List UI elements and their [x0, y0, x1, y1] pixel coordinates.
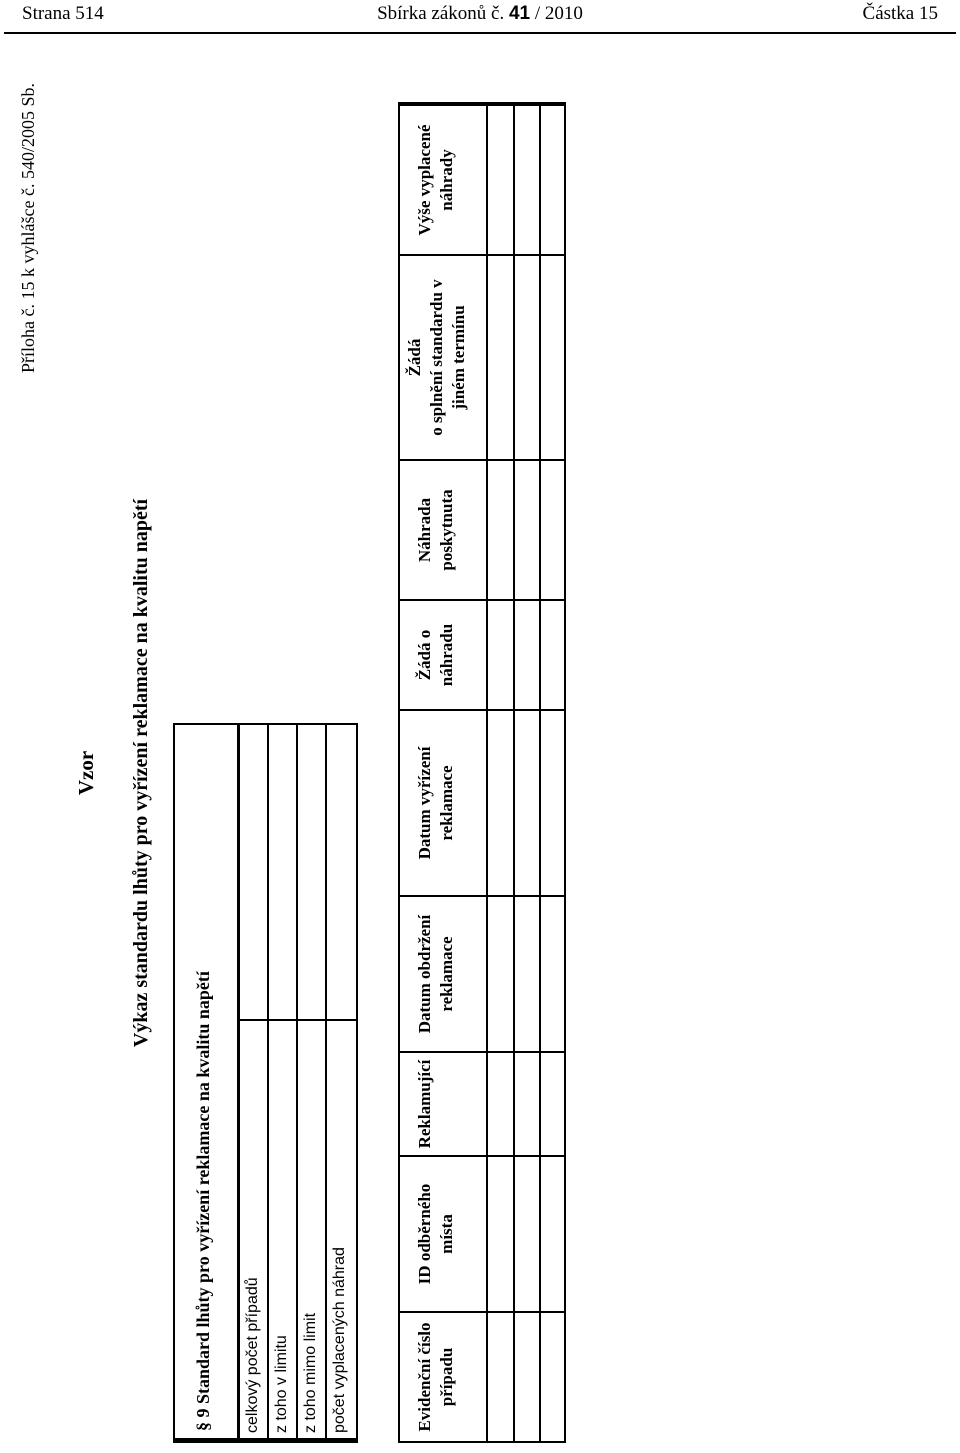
summary-row	[269, 725, 298, 1441]
summary-grid	[237, 725, 356, 1441]
journal-year: / 2010	[534, 3, 583, 24]
report-title: Výkaz standardu lhůty pro vyřízení reklamace na kvalitu napětí	[130, 498, 152, 1048]
column-header: Datum obdržení reklamace	[415, 914, 456, 1034]
issue-part: Částka 15	[862, 3, 938, 24]
rotated-page-content	[0, 83, 560, 1453]
summary-table	[173, 723, 358, 1443]
data-row-divider	[513, 104, 515, 1441]
column-header: Evidenční číslo případu	[415, 1322, 456, 1432]
summary-row-label: z toho v limitu	[273, 1335, 290, 1433]
column-header: ID odběrného místa	[415, 1183, 456, 1285]
summary-row	[298, 725, 327, 1441]
form-type-heading: Vzor	[74, 750, 98, 796]
column-header: Žádá o náhradu	[415, 623, 456, 687]
page-number: Strana 514	[22, 3, 104, 24]
summary-row-label: z toho mimo limit	[302, 1312, 319, 1433]
summary-row-label: celkový počet případů	[244, 1277, 261, 1433]
header-divider	[4, 32, 956, 34]
column-header: Reklamující	[415, 1059, 434, 1149]
summary-row	[240, 725, 269, 1441]
column-header: Výše vyplacené náhrady	[415, 124, 456, 236]
summary-caption: § 9 Standard lhůty pro vyřízení reklamace na kvalitu napětí	[193, 971, 213, 1431]
summary-row-label: počet vyplacených náhrad	[331, 1247, 348, 1433]
journal-number: 41	[508, 3, 531, 24]
summary-row	[327, 725, 356, 1441]
column-header: Žádá o splnění standardu v jiném termínu	[405, 279, 468, 436]
summary-value-divider	[237, 1019, 356, 1021]
data-row-divider	[539, 104, 541, 1441]
journal-title	[0, 3, 960, 25]
column-header: Náhrada poskytnuta	[415, 489, 456, 571]
journal-prefix: Sbírka zákonů č.	[377, 3, 505, 24]
cases-table	[398, 102, 566, 1443]
column-header: Datum vyřízení reklamace	[415, 746, 456, 860]
annex-label: Příloha č. 15 k vyhlášce č. 540/2005 Sb.	[18, 83, 38, 373]
page-header	[0, 0, 960, 34]
